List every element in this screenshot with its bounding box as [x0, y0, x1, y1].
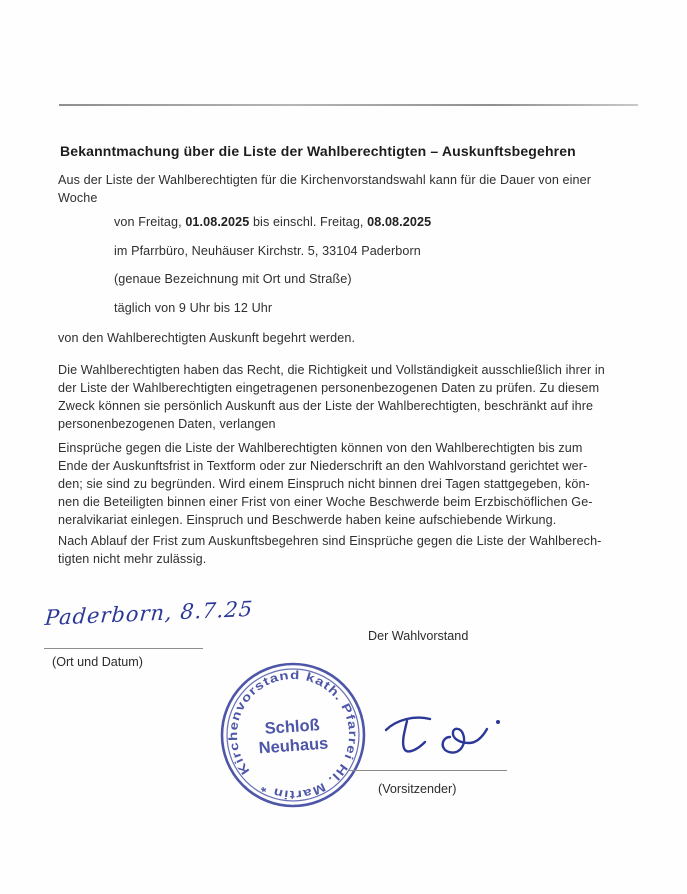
intro-paragraph: [58, 171, 636, 207]
paragraph-line: personenbezogenen Daten, verlangen: [58, 417, 276, 432]
schedule-date-prefix: von Freitag,: [114, 215, 186, 229]
header-rule: [59, 104, 638, 106]
chairman-signature-scribble: [380, 703, 510, 765]
paragraph-line: Einsprüche gegen die Liste der Wahlberechtigten können von den Wahlberechtigten bis zum: [58, 441, 583, 455]
paragraph-line: tigten nicht mehr zulässig.: [58, 552, 207, 567]
paragraph-line: der Liste der Wahlberechtigten eingetragenen personenbezogenen Daten zu prüfen. Zu diesem: [58, 381, 600, 396]
date-to: 08.08.2025: [367, 215, 432, 229]
parish-stamp: [207, 649, 379, 821]
paragraph-line: den; sie sind zu begründen. Wird einem Einspruch nicht binnen drei Tagen stattgegeben, kön-: [58, 477, 590, 492]
deadline-paragraph: [58, 532, 636, 568]
schedule-location-line: im Pfarrbüro, Neuhäuser Kirchstr. 5, 33104 Paderborn: [114, 244, 421, 258]
chairman-caption: (Vorsitzender): [378, 782, 457, 796]
paragraph-line: Nach Ablauf der Frist zum Auskunftsbegehren sind Einsprüche gegen die Liste der Wahlberech-: [58, 534, 602, 548]
stamp-ring-text: Kirchenvorstand kath. Pfarrei Hl. Martin *: [225, 667, 361, 803]
objections-paragraph: [58, 439, 636, 529]
stamp-center-line1: Schloß: [264, 716, 321, 738]
stamp-center-line2: Neuhaus: [258, 734, 329, 758]
paragraph-line: Ende der Auskunftsfrist in Textform oder zur Niederschrift an den Wahlvorstand gerichtet wer-: [58, 459, 588, 474]
paragraph-line: nen die Beteiligten binnen einer Frist von einer Woche Beschwerde beim Erzbischöflichen Ge-: [58, 495, 593, 510]
signature-ink-dot: [496, 720, 500, 724]
date-from: 01.08.2025: [185, 215, 250, 229]
handwritten-place-date: Paderborn, 8.7.25: [44, 596, 255, 630]
paragraph-line: Woche: [58, 191, 98, 206]
paragraph-line: Zweck können sie persönlich Auskunft aus der Liste der Wahlberechtigten, beschränkt auf ihre: [58, 399, 594, 414]
page-title: Bekanntmachung über die Liste der Wahlberechtigten – Auskunftsbegehren: [60, 143, 576, 159]
schedule-date-line: [114, 215, 634, 229]
place-date-underline: [44, 648, 203, 649]
rights-paragraph: [58, 361, 636, 433]
schedule-location-note: (genaue Bezeichnung mit Ort und Straße): [114, 272, 352, 286]
chairman-signature-line: [349, 770, 507, 771]
paragraph-line: Aus der Liste der Wahlberechtigten für die Kirchenvorstandswahl kann für die Dauer von einer: [58, 173, 592, 187]
place-date-caption: (Ort und Datum): [52, 655, 143, 669]
closing-line: von den Wahlberechtigten Auskunft begehrt werden.: [58, 331, 356, 345]
schedule-date-middle: bis einschl. Freitag,: [249, 215, 368, 229]
schedule-time-line: täglich von 9 Uhr bis 12 Uhr: [114, 301, 273, 315]
paragraph-line: neralvikariat einlegen. Einspruch und Beschwerde haben keine aufschiebende Wirkung.: [58, 513, 557, 528]
paragraph-line: Die Wahlberechtigten haben das Recht, die Richtigkeit und Vollständigkeit ausschließlich ihrer in: [58, 363, 605, 377]
committee-label: Der Wahlvorstand: [368, 629, 469, 643]
